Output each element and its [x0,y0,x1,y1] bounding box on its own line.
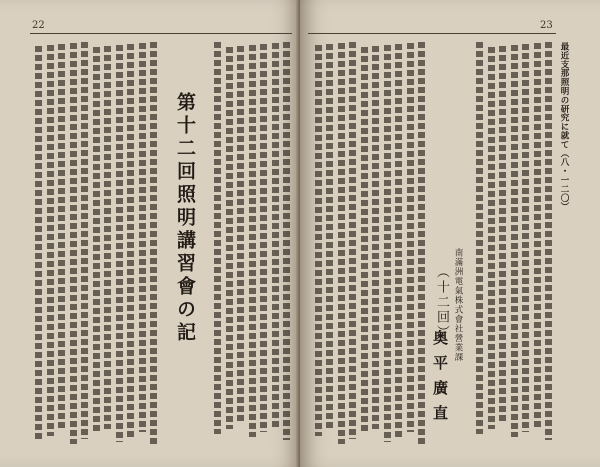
text-column [58,44,65,431]
header-line: 最近支那照明の研究に就て（八・一二〇） [559,42,569,212]
text-column [127,44,134,437]
text-column [47,45,54,436]
author-name: 奥平廣直 [431,330,449,430]
text-column [237,46,244,424]
text-column [93,47,100,434]
text-column [534,43,541,427]
text-column [384,45,391,442]
text-column [372,46,379,429]
right-page [300,0,600,467]
text-column [407,43,414,432]
text-column [214,42,221,434]
text-column [70,43,77,444]
text-column [326,44,333,431]
text-column [418,42,425,445]
text-column [260,44,267,432]
author-affiliation: 南滿洲電氣株式會社營業課 [453,248,463,362]
text-column [395,44,402,437]
chapter-title: 第十二回照明講習會の記 [174,92,196,345]
text-column [150,42,157,445]
text-column [476,42,483,434]
text-column [283,42,290,440]
text-column [499,46,506,424]
text-column [116,45,123,442]
header-rule [308,33,556,34]
text-column [81,42,88,439]
text-column [315,45,322,436]
header-rule [30,33,292,34]
text-column [35,46,42,441]
text-column [249,45,256,437]
text-column [272,43,279,427]
author-prefix: （十二回） [434,265,449,340]
text-column [361,47,368,434]
text-column [545,42,552,440]
text-column [488,47,495,429]
text-column [522,44,529,432]
text-column [226,47,233,429]
page-number: 22 [32,20,45,31]
text-column [104,46,111,429]
page-number: 23 [540,20,553,31]
text-column [511,45,518,437]
text-column [338,43,345,444]
text-column [139,43,146,432]
text-column [349,42,356,439]
